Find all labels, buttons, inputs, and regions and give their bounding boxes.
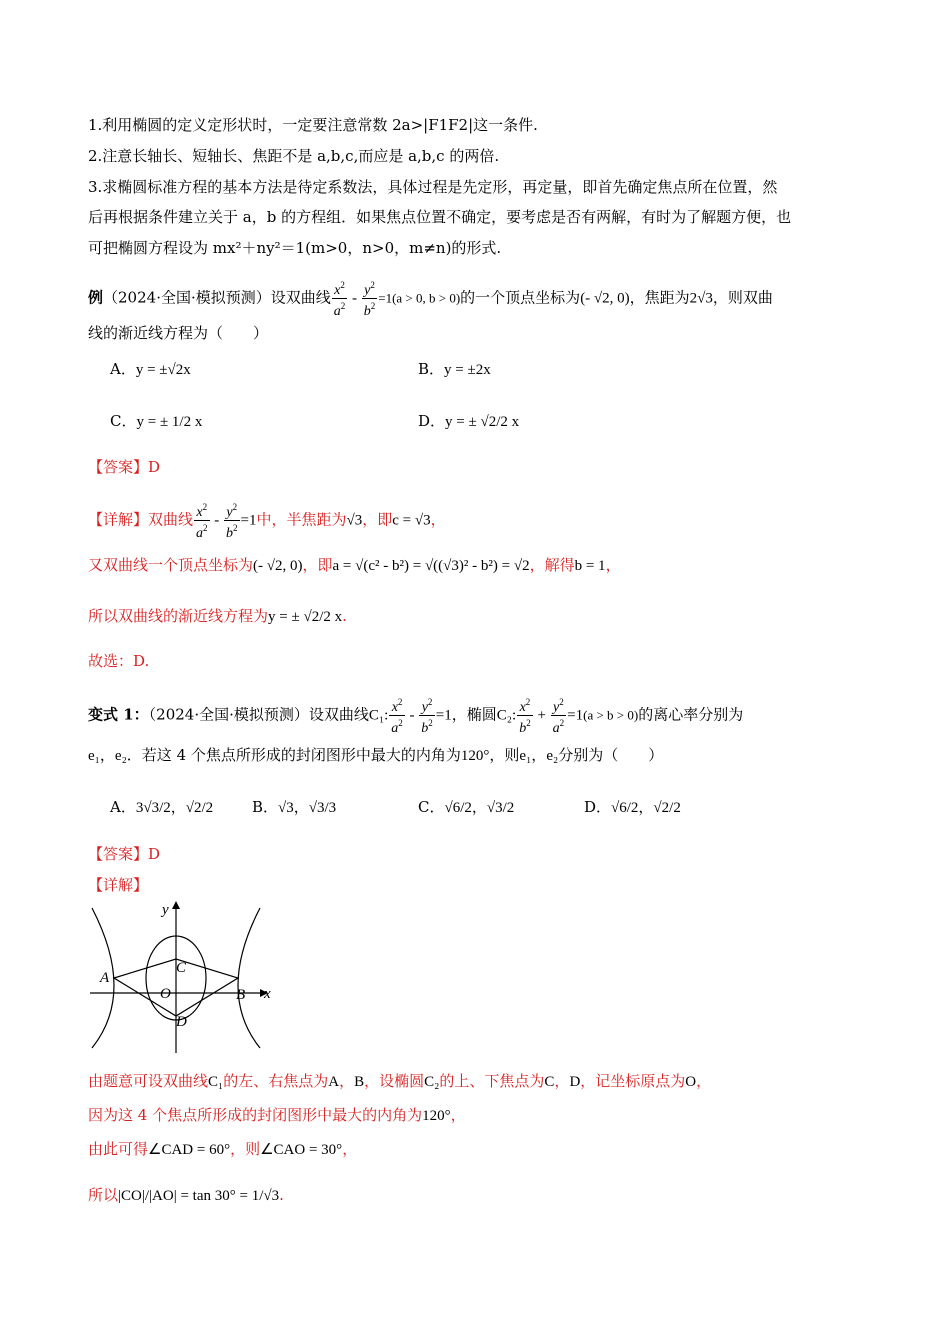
solution-text: 因为这 4 个焦点所形成的封闭图形中最大的内角为 xyxy=(88,1106,423,1124)
frac-y2-b2: $\frac{y^2}{b^2}$ xyxy=(226,502,238,541)
variant-detail-label: 【详解】 xyxy=(88,876,149,894)
example-option-d xyxy=(418,410,519,433)
variant-solution-3 xyxy=(88,1138,357,1161)
note-4: 后再根据条件建立关于 a，b 的方程组．如果焦点位置不确定，要考虑是否有两解，有时为了解题方便，也 xyxy=(88,208,792,226)
solution-text: 的左、右焦点为 xyxy=(223,1072,329,1090)
variant-text: 的离心率分别为 xyxy=(638,705,744,724)
variant-text: ， xyxy=(99,746,115,764)
note-1: 1.利用椭圆的定义定形状时，一定要注意常数 2a>|F1F2|这一条件. xyxy=(88,116,538,134)
variant-option-c xyxy=(418,796,514,819)
label-D: D xyxy=(176,1014,187,1030)
solution-text: 的上、下焦点为 xyxy=(439,1072,545,1090)
solution-text: 由此可得 xyxy=(88,1140,149,1158)
c2-symbol: C₂ xyxy=(496,707,513,724)
solution-math: C xyxy=(544,1074,555,1090)
solution-text: ， xyxy=(339,1072,355,1090)
label-x: x xyxy=(264,986,271,1002)
option-label: D． xyxy=(584,798,612,816)
solution-text: ，记坐标原点为 xyxy=(580,1072,686,1090)
solution-text: ，则 xyxy=(230,1140,261,1158)
detail-text: 双曲线 xyxy=(148,510,194,529)
detail-text: ，即 xyxy=(362,510,393,529)
e2-symbol: e₂ xyxy=(546,748,559,764)
option-label: B． xyxy=(418,360,445,378)
option-label: C． xyxy=(418,798,445,816)
e1-symbol: e₁ xyxy=(88,748,100,764)
option-label: B． xyxy=(252,798,279,816)
detail-text: . xyxy=(342,607,347,625)
label-y: y xyxy=(162,902,169,918)
option-text: √6/2，√2/2 xyxy=(611,800,681,816)
detail-math: c = √3 xyxy=(392,512,431,529)
detail-text: 中，半焦距为 xyxy=(256,510,347,529)
example-focal: 2√3 xyxy=(689,290,713,307)
detail-text: 所以双曲线的渐近线方程为 xyxy=(88,607,269,625)
option-text: y = ±√2x xyxy=(135,362,191,378)
solution-text: 由题意可设双曲线 xyxy=(88,1072,209,1090)
angle-value: 120° xyxy=(460,748,490,764)
frac-x2-a2: $\frac{x^2}{a^2}$ xyxy=(196,502,208,541)
solution-text: 所以 xyxy=(88,1186,119,1204)
variant-text: ．若这 4 个焦点所形成的封闭图形中最大的内角为 xyxy=(126,746,461,764)
solution-text: ， xyxy=(450,1106,466,1124)
detail-text: ， xyxy=(605,556,621,574)
variant-stem-line2 xyxy=(88,744,663,767)
solution-math: ∠CAO = 30° xyxy=(260,1142,343,1158)
option-text: 3√3/2，√2/2 xyxy=(135,800,214,816)
solution-math: D xyxy=(569,1074,581,1090)
example-choose: 故选：D. xyxy=(88,652,150,670)
option-text: √3，√3/3 xyxy=(278,800,337,816)
note-3: 3.求椭圆标准方程的基本方法是待定系数法，具体过程是先定形，再定量，即首先确定焦点所在位置，然 xyxy=(88,178,778,196)
solution-math: C₂ xyxy=(424,1074,440,1090)
option-label: C． xyxy=(110,412,137,430)
solution-math: A xyxy=(328,1074,340,1090)
e1-symbol: e₁ xyxy=(519,748,532,764)
option-label: A． xyxy=(110,360,136,378)
variant-cond: (a > b > 0) xyxy=(583,707,639,723)
e2-symbol: e₂ xyxy=(114,748,127,764)
example-answer: 【答案】D xyxy=(88,458,161,476)
variant-label: 变式 1： xyxy=(88,705,149,724)
hyperbola-right-branch xyxy=(238,908,260,1048)
solution-text: ， xyxy=(696,1072,712,1090)
detail-text: ，即 xyxy=(302,556,333,574)
frac-y2-b2: $\frac{y^2}{b^2}$ xyxy=(421,697,433,736)
detail-math: (- √2, 0) xyxy=(253,558,303,574)
eq-condition: =1(a > 0, b > 0) xyxy=(378,290,461,306)
example-text-vertex: 的一个顶点坐标为 xyxy=(460,288,581,307)
detail-math: a = √(c² - b²) = √((√3)² - b²) = √2 xyxy=(332,558,530,574)
example-text-focal: ，焦距为 xyxy=(629,288,690,307)
frac-x2-a2: $\frac{x^2}{a^2}$ xyxy=(391,697,403,736)
solution-math: |CO|/|AO| = tan 30° = 1/√3 xyxy=(118,1188,280,1204)
variant-option-d xyxy=(584,796,681,819)
solution-math: ∠CAD = 60° xyxy=(148,1142,231,1158)
solution-math: B xyxy=(354,1074,365,1090)
example-text-end: ，则双曲 xyxy=(712,288,773,307)
variant-text: ，椭圆 xyxy=(451,705,497,724)
note-2: 2.注意长轴长、短轴长、焦距不是 a,b,c,而应是 a,b,c 的两倍. xyxy=(88,147,500,165)
variant-answer: 【答案】D xyxy=(88,845,161,863)
example-source: （2024·全国·模拟预测）设双曲线 xyxy=(103,288,331,307)
option-text: y = ±2x xyxy=(444,362,491,378)
option-label: A． xyxy=(110,798,136,816)
example-detail-1: 【详解】双曲线 $\frac{x^2}{a^2}$ - $\frac{y^2}{b^2}$ =1中，半焦距为√3，即c = √3， xyxy=(88,502,446,541)
variant-solution-2 xyxy=(88,1104,466,1127)
label-A: A xyxy=(100,970,110,986)
solution-math: 120° xyxy=(422,1108,451,1124)
y-axis-arrow xyxy=(172,901,180,909)
option-text: y = ± √2/2 x xyxy=(445,414,520,430)
variant-option-a xyxy=(110,796,213,819)
variant-source: （2024·全国·模拟预测）设双曲线 xyxy=(148,705,369,724)
variant-text: ，则 xyxy=(489,746,520,764)
detail-math: y = ± √2/2 x xyxy=(268,609,343,625)
variant-solution-1 xyxy=(88,1070,711,1093)
example-detail-3 xyxy=(88,605,347,628)
example-option-b xyxy=(418,358,491,381)
detail-text: ， xyxy=(430,510,446,529)
solution-math: O xyxy=(685,1074,697,1090)
label-C: C xyxy=(176,960,187,976)
detail-text: ，解得 xyxy=(529,556,575,574)
variant-text: ， xyxy=(531,746,547,764)
solution-text: ，设椭圆 xyxy=(364,1072,425,1090)
hyperbola-ellipse-figure xyxy=(86,898,276,1058)
example-vertex: (- √2, 0) xyxy=(580,290,630,307)
variant-stem: 变式 1：（2024·全国·模拟预测）设双曲线C₁: $\frac{x^2}{a^2}$ - $\frac{y^2}{b^2}$ =1，椭圆C₂: $\frac{x^2}{b^2}$ + $\frac{y^2}{a^2}$ =1(a > b > 0)的离心率分别为 xyxy=(88,697,744,736)
option-text: y = ± 1/2 x xyxy=(136,414,203,430)
variant-solution-4 xyxy=(88,1184,284,1207)
detail-math: b = 1 xyxy=(574,558,606,574)
solution-text: . xyxy=(279,1186,284,1204)
detail-math: √3 xyxy=(346,512,363,529)
solution-text: ， xyxy=(342,1140,358,1158)
example-detail-2 xyxy=(88,554,621,577)
label-B: B xyxy=(236,987,246,1003)
example-label: 例 xyxy=(88,288,104,307)
example-stem-line2: 线的渐近线方程为（ ） xyxy=(88,324,269,342)
label-O: O xyxy=(160,986,171,1002)
example-option-c xyxy=(110,410,202,433)
example-option-a xyxy=(110,358,191,381)
detail-label: 【详解】 xyxy=(88,510,149,529)
example-stem: 例（2024·全国·模拟预测）设双曲线 $\frac{x^2}{a^2}$ - $\frac{y^2}{b^2}$ =1(a > 0, b > 0)的一个顶点坐标为(- √2, 0)，焦距为2√3，则双曲 xyxy=(88,280,773,319)
solution-math: C₁ xyxy=(208,1074,224,1090)
variant-text: 分别为（ ） xyxy=(558,746,664,764)
variant-option-b xyxy=(252,796,336,819)
frac-x2-a2: $\frac{x^2}{a^2}$ xyxy=(333,280,346,319)
option-text: √6/2，√3/2 xyxy=(444,800,515,816)
frac-y2-b2: $\frac{y^2}{b^2}$ xyxy=(363,280,376,319)
frac-y2-a2: $\frac{y^2}{a^2}$ xyxy=(552,697,565,736)
note-5: 可把椭圆方程设为 mx²＋ny²＝1(m>0，n>0，m≠n)的形式. xyxy=(88,239,502,257)
option-label: D． xyxy=(418,412,446,430)
solution-text: ， xyxy=(554,1072,570,1090)
c1-symbol: C₁ xyxy=(368,707,385,724)
detail-text: 又双曲线一个顶点坐标为 xyxy=(88,556,254,574)
frac-x2-b2: $\frac{x^2}{b^2}$ xyxy=(519,697,531,736)
